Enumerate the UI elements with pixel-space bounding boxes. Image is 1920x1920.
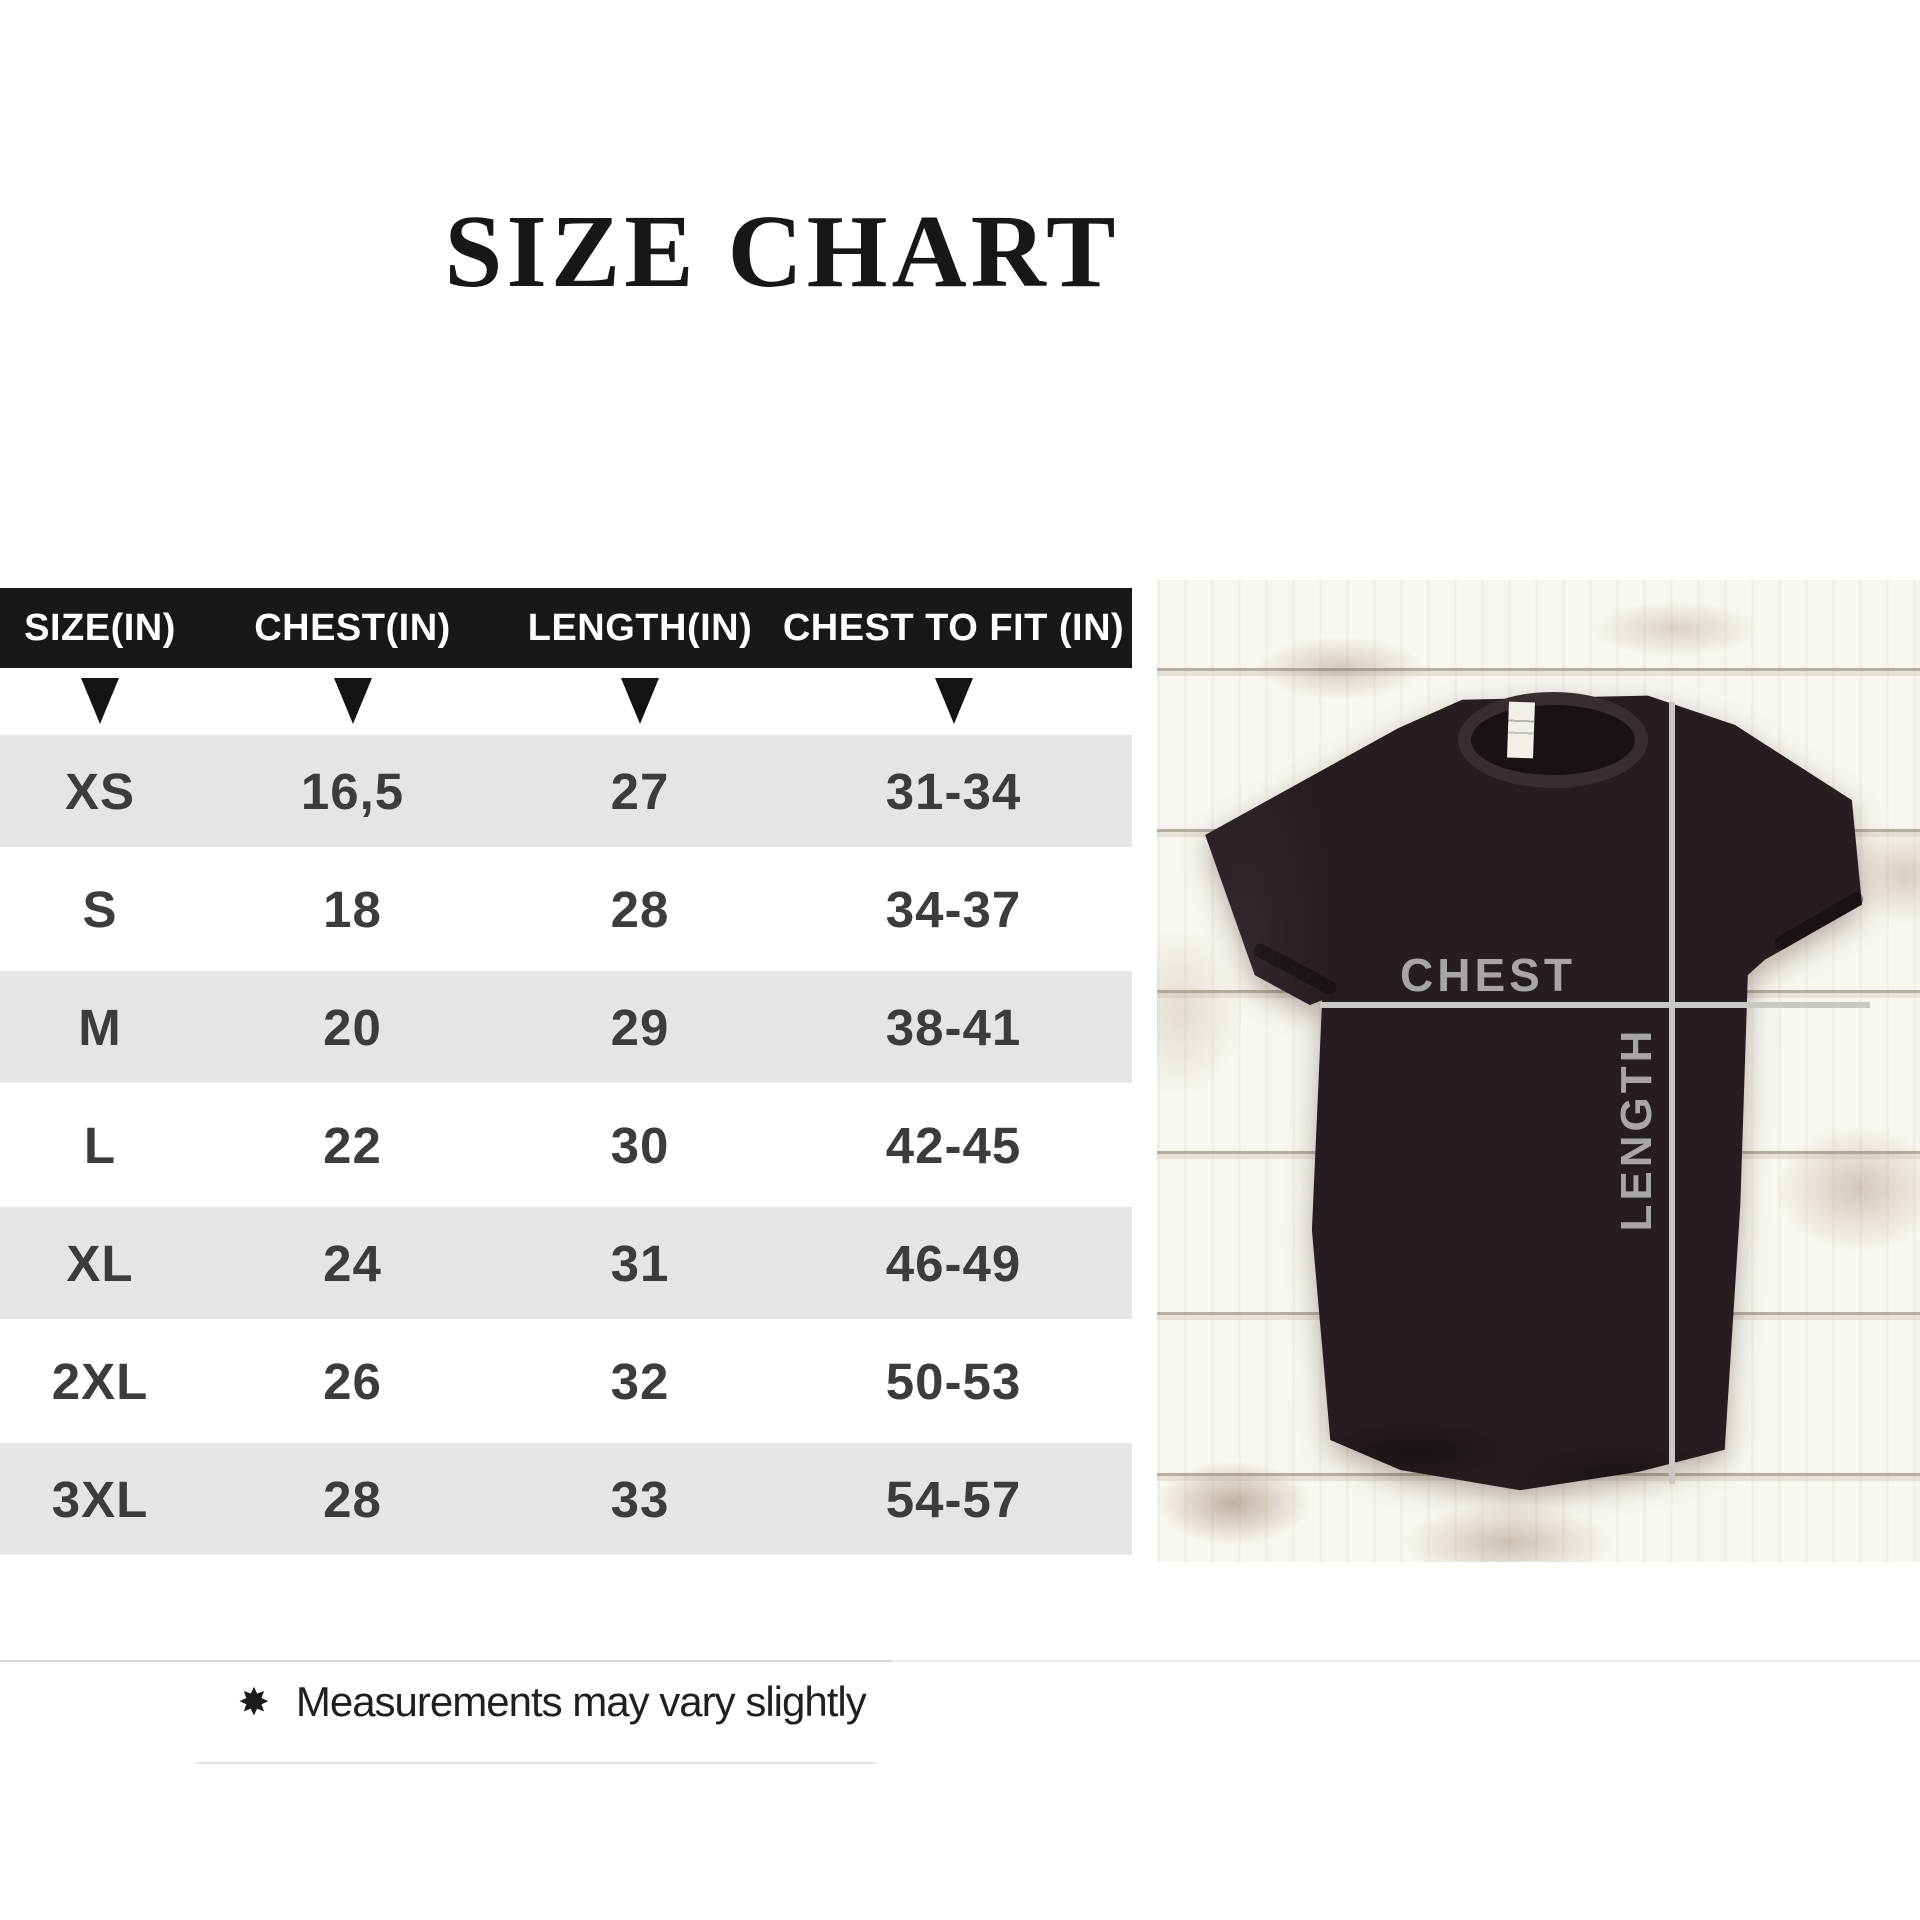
chest-cell: 26 — [323, 1352, 382, 1410]
header-length: LENGTH(IN) — [527, 606, 753, 649]
length-measure-line — [1669, 702, 1675, 1484]
chest-to-fit-cell: 38-41 — [885, 998, 1022, 1056]
size-cell: S — [82, 880, 118, 938]
chest-to-fit-cell: 31-34 — [885, 762, 1022, 820]
tshirt-collar — [1458, 692, 1648, 788]
chest-to-fit-cell: 46-49 — [885, 1234, 1022, 1292]
measurement-note-text: Measurements may vary slightly — [295, 1678, 866, 1725]
column-marker-icon — [935, 678, 973, 724]
column-marker-icon — [334, 678, 372, 724]
size-cell: M — [78, 998, 122, 1056]
column-marker-row — [0, 668, 1132, 732]
size-cell: XS — [64, 762, 136, 820]
tshirt-image — [1197, 690, 1877, 1500]
size-cell: 2XL — [51, 1352, 149, 1410]
chest-to-fit-cell: 42-45 — [885, 1116, 1022, 1174]
table-row — [0, 732, 1132, 850]
chest-to-fit-cell: 54-57 — [885, 1470, 1022, 1528]
measurement-note — [238, 1678, 866, 1726]
column-marker-icon — [81, 678, 119, 724]
length-cell: 29 — [610, 998, 670, 1056]
length-cell: 28 — [610, 880, 670, 938]
divider-line — [196, 1762, 876, 1764]
divider-line — [892, 1660, 1920, 1662]
table-row — [0, 1322, 1132, 1440]
table-row — [0, 968, 1132, 1086]
header-chest-to-fit: CHEST TO FIT (IN) — [782, 606, 1125, 649]
column-marker-icon — [621, 678, 659, 724]
star-asterisk-icon: ✸ — [238, 1680, 270, 1724]
length-cell: 27 — [610, 762, 670, 820]
size-chart-table — [0, 588, 1132, 1558]
chest-measure-line — [1320, 1002, 1870, 1008]
length-measure-label: LENGTH — [1612, 1026, 1661, 1232]
table-row — [0, 1086, 1132, 1204]
chest-cell: 20 — [323, 998, 382, 1056]
size-cell: XL — [66, 1234, 134, 1292]
chest-cell: 22 — [323, 1116, 382, 1174]
tshirt-body — [1197, 690, 1877, 1500]
length-cell: 33 — [610, 1470, 670, 1528]
table-header-row — [0, 588, 1132, 668]
length-cell: 32 — [610, 1352, 670, 1410]
table-row — [0, 850, 1132, 968]
chest-to-fit-cell: 50-53 — [885, 1352, 1022, 1410]
tshirt-measurement-photo — [1157, 580, 1920, 1562]
table-row — [0, 1204, 1132, 1322]
divider-line — [0, 1660, 892, 1662]
chest-cell: 16,5 — [300, 762, 405, 820]
chest-measure-label: CHEST — [1400, 949, 1576, 1001]
length-cell: 30 — [610, 1116, 670, 1174]
chest-cell: 18 — [323, 880, 382, 938]
table-row — [0, 1440, 1132, 1558]
header-size: SIZE(IN) — [24, 606, 176, 649]
chest-cell: 24 — [323, 1234, 382, 1292]
length-cell: 31 — [610, 1234, 670, 1292]
tshirt-neck-tag — [1507, 702, 1535, 759]
size-cell: L — [83, 1116, 117, 1174]
size-cell: 3XL — [51, 1470, 149, 1528]
chest-to-fit-cell: 34-37 — [885, 880, 1022, 938]
chest-cell: 28 — [323, 1470, 382, 1528]
header-chest: CHEST(IN) — [254, 606, 451, 649]
page-title: SIZE CHART — [444, 194, 1120, 309]
